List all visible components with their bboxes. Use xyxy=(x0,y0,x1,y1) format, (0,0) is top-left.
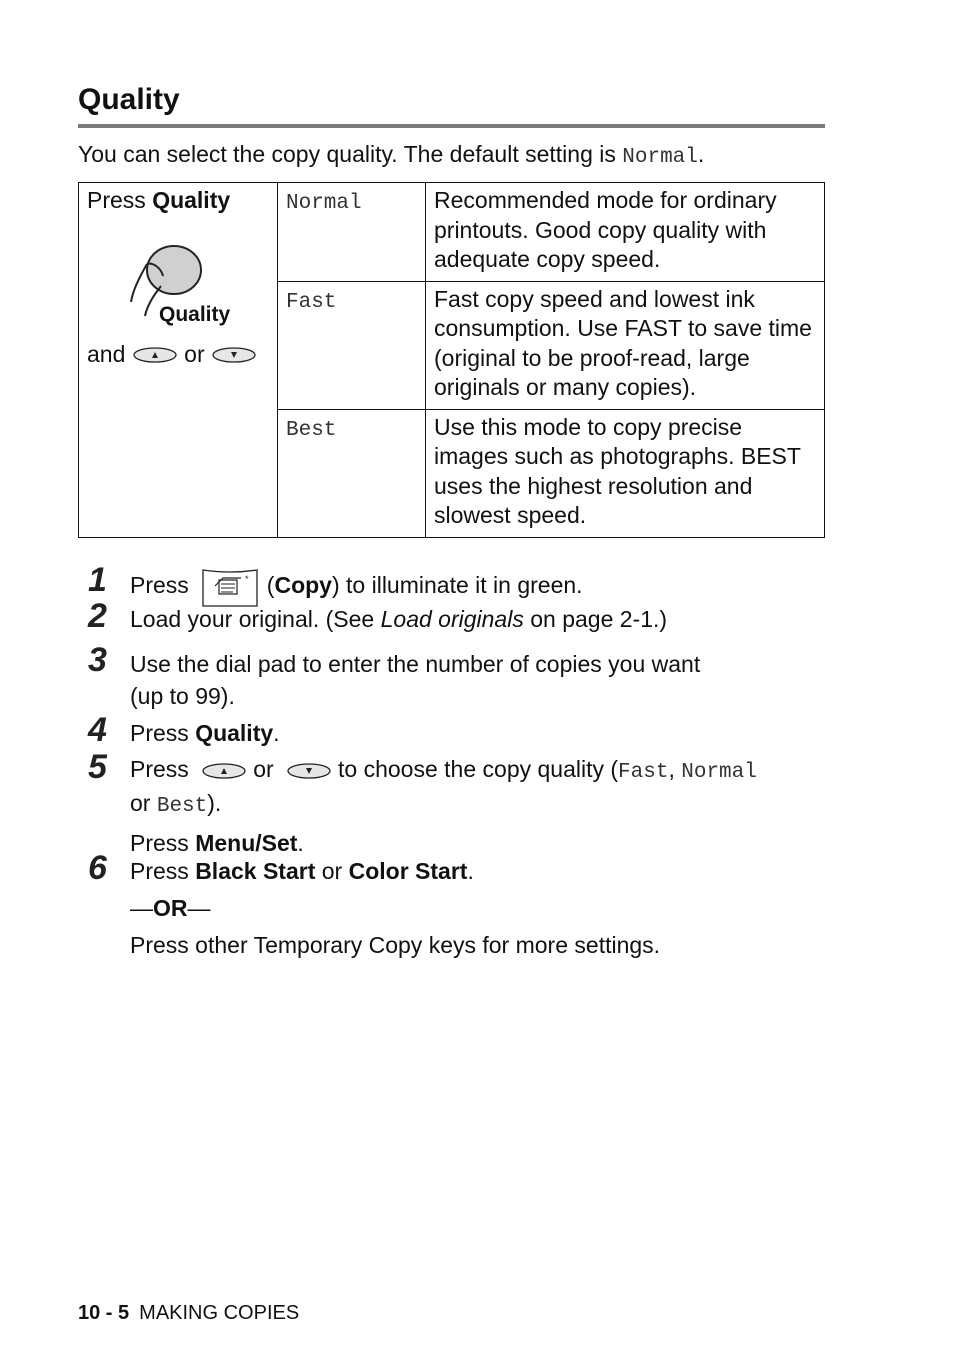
down-arrow-key-icon xyxy=(211,346,257,364)
load-originals-ref: Load originals xyxy=(380,606,524,632)
section-title: Quality xyxy=(78,83,180,116)
title-rule xyxy=(78,124,825,128)
finger-press-icon xyxy=(127,244,237,330)
chapter-name: MAKING COPIES xyxy=(139,1302,300,1324)
or-separator: —OR— xyxy=(130,895,211,921)
quality-key-label: Quality xyxy=(159,302,231,326)
description-normal: Recommended mode for ordinary printouts. Good copy quality with adequate copy speed. xyxy=(426,183,825,282)
alternative-instruction: Press other Temporary Copy keys for more settings. xyxy=(130,932,661,958)
quality-table xyxy=(78,182,825,538)
step-number-6: 6 xyxy=(88,849,107,887)
step-3: Use the dial pad to enter the number of copies you want (up to 99). xyxy=(130,651,701,709)
copy-key-icon xyxy=(199,566,261,608)
and-label: and xyxy=(87,340,126,367)
mode-normal: Normal xyxy=(278,183,426,282)
quality-key-ref: Quality xyxy=(195,720,274,746)
intro-default-value: Normal xyxy=(622,146,698,169)
arrow-keys-line xyxy=(87,340,269,370)
table-row xyxy=(79,183,825,282)
color-start-key-ref: Color Start xyxy=(348,858,468,884)
quality-key-name: Quality xyxy=(152,187,231,213)
black-start-key-ref: Black Start xyxy=(195,858,316,884)
step-6: Press Black Start or Color Start. —OR— Press other Temporary Copy keys for more settings. xyxy=(130,855,830,961)
step-5: Press or to choose the copy quality (Fast, Normal or Best). Press Menu/Set. xyxy=(130,756,757,856)
copy-key-name: Copy xyxy=(274,572,332,599)
step-4: Press Quality. xyxy=(130,720,280,746)
step-2: Load your original. (See Load originals on page 2-1.) xyxy=(130,606,668,632)
up-arrow-key-icon xyxy=(201,762,247,780)
svg-text:*: * xyxy=(244,574,249,584)
step-number-1: 1 xyxy=(88,561,107,599)
page-footer xyxy=(78,1300,299,1326)
step-number-5: 5 xyxy=(88,748,107,786)
step-number-2: 2 xyxy=(88,597,107,635)
step-number-4: 4 xyxy=(88,711,107,749)
intro-text: You can select the copy quality. The default setting is xyxy=(78,141,623,167)
description-fast: Fast copy speed and lowest ink consumption. Use FAST to save time (original to be proof-read, large originals or many copies). xyxy=(426,281,825,409)
step-number-3: 3 xyxy=(88,641,107,679)
step-1: Press * (Copy) to illuminate it in green. xyxy=(130,566,830,608)
press-label: Press xyxy=(87,187,153,213)
mode-fast: Fast xyxy=(278,281,426,409)
instruction-cell xyxy=(79,183,278,538)
description-best: Use this mode to copy precise images such as photographs. BEST uses the highest resolution and slowest speed. xyxy=(426,409,825,537)
page-number: 10 - 5 xyxy=(78,1302,130,1324)
quality-key-graphic xyxy=(127,244,237,330)
intro-period: . xyxy=(697,141,705,167)
up-arrow-key-icon xyxy=(132,346,178,364)
menu-set-key-ref: Menu/Set xyxy=(195,830,298,856)
mode-best: Best xyxy=(278,409,426,537)
or-label: or xyxy=(184,340,205,367)
intro-paragraph xyxy=(78,138,704,174)
down-arrow-key-icon xyxy=(286,762,332,780)
